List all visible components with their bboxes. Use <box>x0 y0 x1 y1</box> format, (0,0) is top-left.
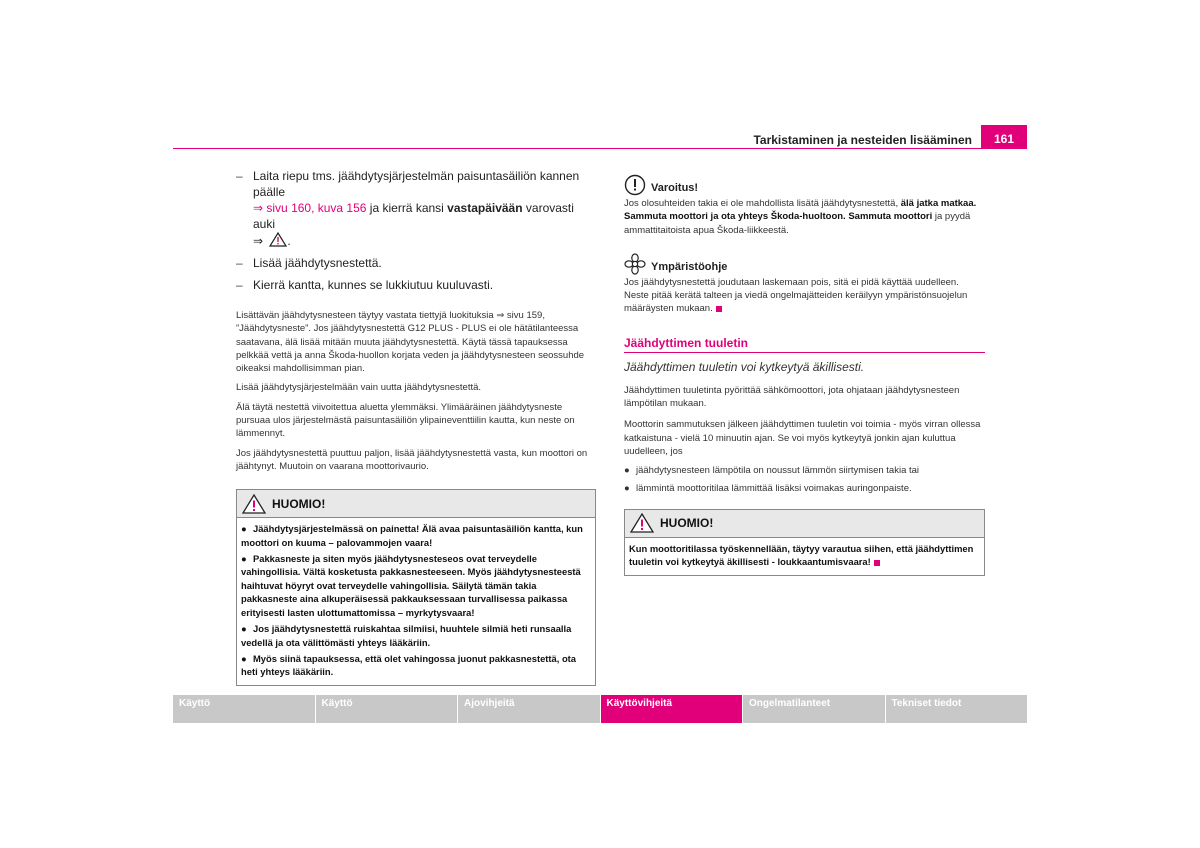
warning-triangle-icon <box>242 494 266 514</box>
warning-item <box>241 552 591 619</box>
chapter-nav <box>173 695 1027 723</box>
nav-tab-tekniset-tiedot[interactable]: Tekniset tiedot <box>886 695 1028 723</box>
paragraph: Lisää jäähdytysjärjestelmään vain uutta jäähdytysnestettä. <box>236 382 482 394</box>
bullet-icon: ● <box>624 465 630 477</box>
environment-text-body: Jos jäähdytysnestettä joudutaan laskemaan pois, sitä ei pidä käyttää uudelleen. Neste pitää kerätä talteen ja viedä ongelmajätteiden keräilyyn ympäristönsuojelun määräysten mukaan. <box>624 276 968 315</box>
right-column <box>624 174 985 576</box>
nav-tab-kaytto-2[interactable]: Käyttö <box>316 695 458 723</box>
step-text: Lisää jäähdytysnestettä. <box>253 256 382 270</box>
nav-tab-ongelmatilanteet[interactable]: Ongelmatilanteet <box>743 695 885 723</box>
left-column <box>236 168 596 686</box>
paragraph: Jos jäähdytysnestettä puuttuu paljon, lisää jäähdytysnestettä vasta, kun moottori on jäähtynyt. Muutoin on vaarana moottorivaurio. <box>236 447 588 472</box>
environment-text <box>624 276 985 316</box>
warning-item-text: Myös siinä tapauksessa, että olet vahingossa juonut pakkasnestettä, ota heti yhteys lääkäriin. <box>241 652 577 678</box>
caution-title: Varoitus! <box>651 182 699 194</box>
header-title: Tarkistaminen ja nesteiden lisääminen <box>753 133 972 147</box>
paragraph: Moottorin sammutuksen jälkeen jäähdyttimen tuuletin voi toimia - myös virran ollessa katkaistuna - vielä 10 minuutin ajan. Se voi myös kytkeytyä jonkin ajan kuluttua uudelleen, jos <box>624 419 981 457</box>
bullet-icon: ● <box>241 652 247 664</box>
warning-item <box>241 522 591 549</box>
paragraph: Jäähdyttimen tuuletinta pyörittää sähkömoottori, jota ohjataan jäähdytysnesteen lämpötilan mukaan. <box>624 384 960 410</box>
warning-item-text: Pakkasneste ja siten myös jäähdytysnesteseos ovat terveydelle vahingollisia. Vältä kosketusta pakkasnesteeseen. Myös jäähdytysnesteestä haihtuvat höyryt ovat terveydelle vahingollisia. Säilytä tämän takia pakkasneste aina alkuperäisessä pakkauksessaan turvallisessa paikassa erityisesti lasten ulottumattomissa – myrkytysvaara! <box>241 553 581 618</box>
page-ref-link[interactable]: ⇒ sivu 160, kuva 156 <box>253 201 367 215</box>
step-text: Kierrä kanttа, kunnes se lukkiutuu kuuluvasti. <box>253 278 494 292</box>
warning-item <box>241 622 591 649</box>
warning-triangle-icon[interactable] <box>269 232 287 247</box>
environment-title: Ympäristöohje <box>651 260 728 273</box>
warning-triangle-icon <box>630 513 654 533</box>
section-title: Jäähdyttimen tuuletin <box>624 336 985 353</box>
step-2 <box>236 255 596 271</box>
warning-item <box>629 542 980 569</box>
caution-text-bold: älä jatka matkaa. Sammuta moottori ja ota yhteys Škoda-huoltoon. Sammuta moottori <box>624 198 977 223</box>
caution-exclamation-icon <box>624 174 646 196</box>
warning-box <box>624 509 985 576</box>
caution-text-post: ja pyydä ammattitaitoista apua Škoda-liikkeestä. <box>624 211 971 236</box>
step-3 <box>236 277 596 293</box>
step-text-bold: vastapäivään <box>447 201 523 215</box>
arrow-ref: ⇒ <box>253 234 264 248</box>
bullet-icon: ● <box>624 482 630 494</box>
step-dash: – <box>236 278 243 292</box>
step-dash: – <box>236 256 243 270</box>
bullet-icon: ● <box>241 553 247 565</box>
environment-header <box>624 253 985 275</box>
nav-tab-kayttovihjeita[interactable]: Käyttövihjeitä <box>601 695 743 723</box>
warning-body <box>237 518 595 684</box>
page-number: 161 <box>981 125 1027 149</box>
end-square-icon <box>874 560 880 566</box>
section-subtitle: Jäähdyttimen tuuletin voi kytkeytyä äkillisesti. <box>624 359 865 374</box>
warning-item-text: Jäähdytysjärjestelmässä on painetta! Älä avaa paisuntasäiliön kantta, kun moottori on kuuma – palovammojen vaara! <box>241 523 583 548</box>
bullet-icon: ● <box>241 523 247 535</box>
list-item <box>624 482 985 495</box>
warning-item <box>241 652 591 679</box>
warning-header <box>625 510 984 538</box>
list-item-text: lämmintä moottoritilaa lämmittää lisäksi voimakas auringonpaiste. <box>636 482 912 494</box>
step-text-post: varovasti auki <box>253 201 574 231</box>
list-item <box>624 464 985 477</box>
environment-flower-icon <box>624 253 646 275</box>
caution-text <box>624 197 985 237</box>
warning-header <box>237 490 595 518</box>
caution-text-pre: Jos olosuhteiden takia ei ole mahdollista lisätä jäähdytysnestettä, <box>624 198 901 209</box>
caution-header <box>624 174 985 196</box>
step-1 <box>236 168 596 249</box>
warning-title: HUOMIO! <box>660 516 714 531</box>
paragraph: Lisättävän jäähdytysnesteen täytyy vastata tiettyjä luokituksia ⇒ sivu 159, ”Jäähdytysneste”. Jos jäähdytysnestettä G12 PLUS - PLUS ei ole hätätilanteessa saatavana, älä lisää mitään muuta jäähdytysnestettä. Käytä tässä tapauksessa pelkkää vettä ja anna Škoda-huollon korjata veden ja jäähdytysnesteen seossuhde oikeaksi mahdollisimman pian. <box>236 310 585 375</box>
step-text-mid: ja kierrä kansi <box>366 201 448 215</box>
warning-item-text: Jos jäähdytysnestettä ruiskahtaa silmiisi, huuhtele silmiä heti runsaalla vedellä ja ota välittömästi yhteys lääkäriin. <box>241 623 572 648</box>
warning-box <box>236 489 596 685</box>
warning-body <box>625 538 984 575</box>
nav-tab-kaytto-1[interactable]: Käyttö <box>173 695 315 723</box>
warning-item-text: Kun moottoritilassa työskennellään, täytyy varautua siihen, että jäähdyttimen tuuletin voi kytkeytyä äkillisesti - loukkaantumisvaara! <box>629 542 974 568</box>
bullet-icon: ● <box>241 623 247 635</box>
header-rule <box>173 148 1027 149</box>
paragraph: Älä täytä nestettä viivoitettua aluetta ylemmäksi. Ylimääräinen jäähdytysneste pursuaa ulos järjestelmästä paisuntasäiliön ylipaineventtiilin kautta, kun neste on lämmennyt. <box>236 401 575 440</box>
nav-tab-ajovihjeita[interactable]: Ajovihjeitä <box>458 695 600 723</box>
step-dash: – <box>236 169 243 183</box>
step-text-pre: Laita riepu tms. jäähdytysjärjestelmän paisuntasäiliön kannen päälle <box>253 169 580 199</box>
end-square-icon <box>716 306 722 312</box>
warning-title: HUOMIO! <box>272 496 326 511</box>
step-text: Laita riepu tms. jäähdytysjärjestelmän paisuntasäiliön kannen päälle ⇒ sivu 160, kuva 156 ja kierrä kansi vastapäivään varovasti auki ⇒ . <box>253 169 580 248</box>
list-item-text: jäähdytysnesteen lämpötila on noussut lämmön siirtymisen takia tai <box>636 465 920 477</box>
